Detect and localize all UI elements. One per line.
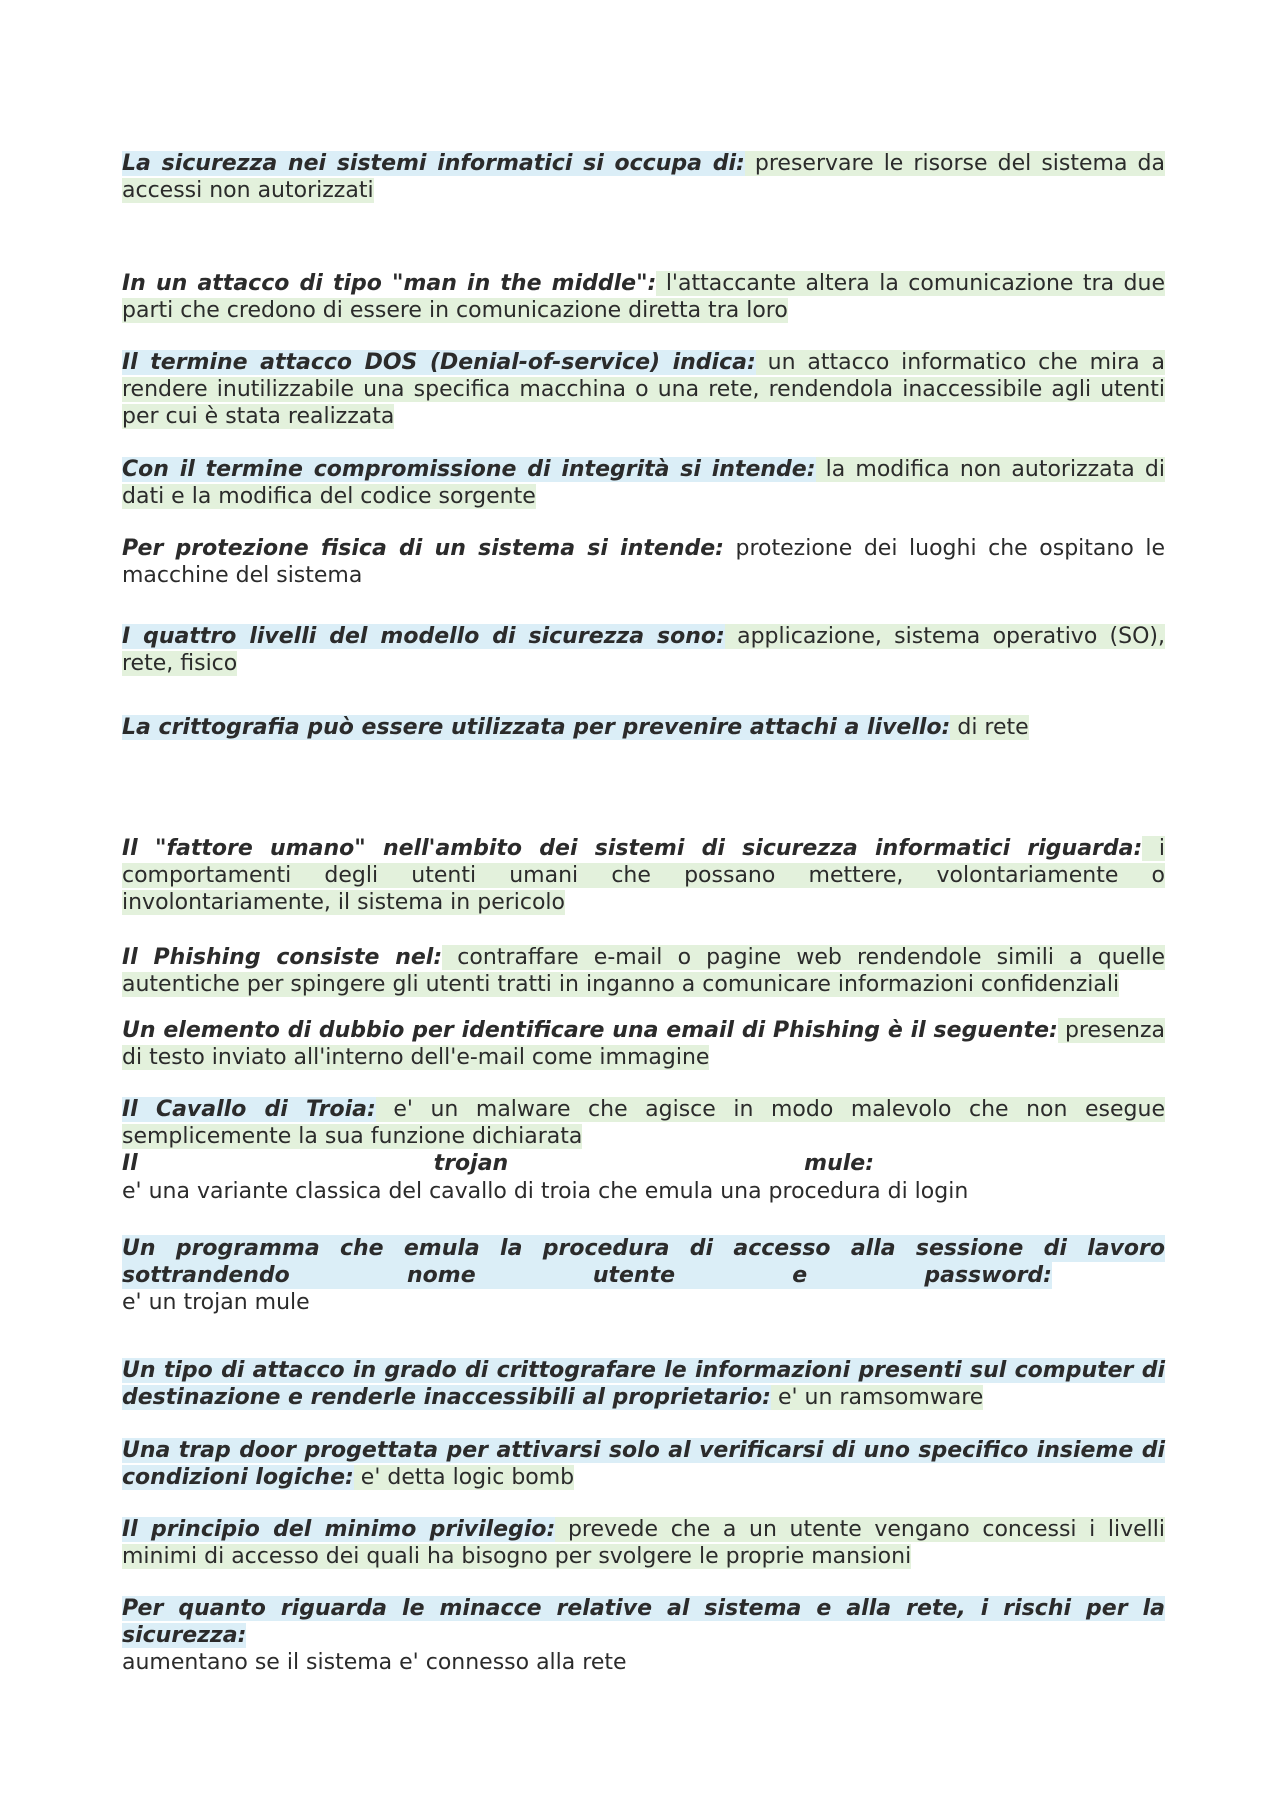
qa-item (122, 1357, 1165, 1411)
question-text: La sicurezza nei sistemi informatici si occupa di: (122, 151, 745, 176)
question-text: Un programma che emula la procedura di accesso alla sessione di lavoro (122, 1236, 1165, 1261)
qa-item (122, 1516, 1165, 1570)
qa-item (122, 835, 1165, 916)
answer-text: applicazione, sistema operativo (SO), rete, fisico (122, 624, 1166, 676)
question-text: In un attacco di tipo "man in the middle": (122, 271, 657, 296)
question-text-spread (122, 1262, 1052, 1289)
question-word: password: (924, 1263, 1052, 1288)
qa-item (122, 456, 1165, 510)
question-word: utente (592, 1263, 676, 1288)
answer-text: e' un ramsomware (770, 1385, 984, 1410)
question-word: nome (407, 1263, 476, 1288)
question-text: Il principio del minimo privilegio: (122, 1517, 556, 1542)
answer-text: aumentano se il sistema e' connesso alla rete (122, 1650, 627, 1675)
heading-word: trojan (433, 1151, 509, 1176)
answer-text: e' un trojan mule (122, 1290, 310, 1315)
qa-item (122, 150, 1165, 204)
question-text: I quattro livelli del modello di sicurezza sono: (122, 624, 725, 649)
question-text: Un elemento di dubbio per identificare una email di Phishing è il seguente: (122, 1018, 1058, 1043)
question-text: La crittografia può essere utilizzata per prevenire attachi a livello: (122, 715, 951, 740)
question-word: e (792, 1263, 808, 1288)
question-text: Il Phishing consiste nel: (122, 945, 443, 970)
question-text: Per quanto riguarda le minacce relative al sistema e alla rete, i rischi per la sicurezza: (122, 1596, 1165, 1648)
question-text: Una trap door progettata per attivarsi solo al verificarsi di uno specifico insieme di condizioni logiche: (122, 1438, 1165, 1490)
qa-item (122, 1595, 1165, 1676)
answer-text: un attacco informatico che mira a rendere inutilizzabile una specifica macchina o una rete, rendendola inaccessibile agli utenti per cui è stata realizzata (122, 350, 1166, 429)
answer-text: presenza di testo inviato all'interno dell'e-mail come immagine (122, 1018, 1165, 1070)
answer-text: l'attaccante altera la comunicazione tra due parti che credono di essere in comunicazione diretta tra loro (122, 271, 1165, 323)
answer-text: protezione dei luoghi che ospitano le macchine del sistema (122, 536, 1165, 588)
question-text: Il termine attacco DOS (Denial-of-service) indica: (122, 350, 756, 375)
trojan-mule-heading (122, 1150, 874, 1177)
answer-text: prevede che a un utente vengano concessi i livelli minimi di accesso dei quali ha bisogno per svolgere le proprie mansioni (122, 1517, 1166, 1569)
question-word: sottrandendo (122, 1263, 290, 1288)
answer-text: e' un malware che agisce in modo malevolo che non esegue semplicemente la sua funzione dichiarata (122, 1097, 1165, 1149)
heading-word: Il (122, 1151, 138, 1176)
qa-item (122, 944, 1165, 998)
qa-item (122, 270, 1165, 324)
question-text: Il "fattore umano" nell'ambito dei sistemi di sicurezza informatici riguarda: (122, 836, 1143, 861)
answer-text: la modifica non autorizzata di dati e la modifica del codice sorgente (122, 457, 1165, 509)
answer-text: i comportamenti degli utenti umani che possano mettere, volontariamente o involontariamente, il sistema in pericolo (122, 836, 1165, 915)
question-text: Con il termine compromissione di integrità si intende: (122, 457, 816, 482)
qa-item (122, 1235, 1165, 1316)
answer-text: e' detta logic bomb (353, 1465, 575, 1490)
answer-text: di rete (950, 715, 1029, 740)
heading-word: mule: (804, 1151, 874, 1176)
qa-item (122, 1096, 1165, 1150)
question-text: Un tipo di attacco in grado di crittografare le informazioni presenti sul computer di destinazione e renderle inaccessibili al proprietario: (122, 1358, 1165, 1410)
question-text: Per protezione fisica di un sistema si intende: (122, 536, 724, 561)
qa-item (122, 349, 1165, 430)
qa-item (122, 623, 1165, 677)
answer-text: preservare le risorse del sistema da accessi non autorizzati (122, 151, 1165, 203)
qa-item (122, 1437, 1165, 1491)
qa-item (122, 535, 1165, 589)
qa-item (122, 714, 1029, 741)
answer-text: contraffare e-mail o pagine web rendendole simili a quelle autentiche per spingere gli utenti tratti in inganno a comunicare informazioni confidenziali (122, 945, 1165, 997)
answer-text: e' una variante classica del cavallo di troia che emula una procedura di login (122, 1179, 969, 1204)
qa-item (122, 1017, 1165, 1071)
question-text: Il Cavallo di Troia: (122, 1097, 376, 1122)
